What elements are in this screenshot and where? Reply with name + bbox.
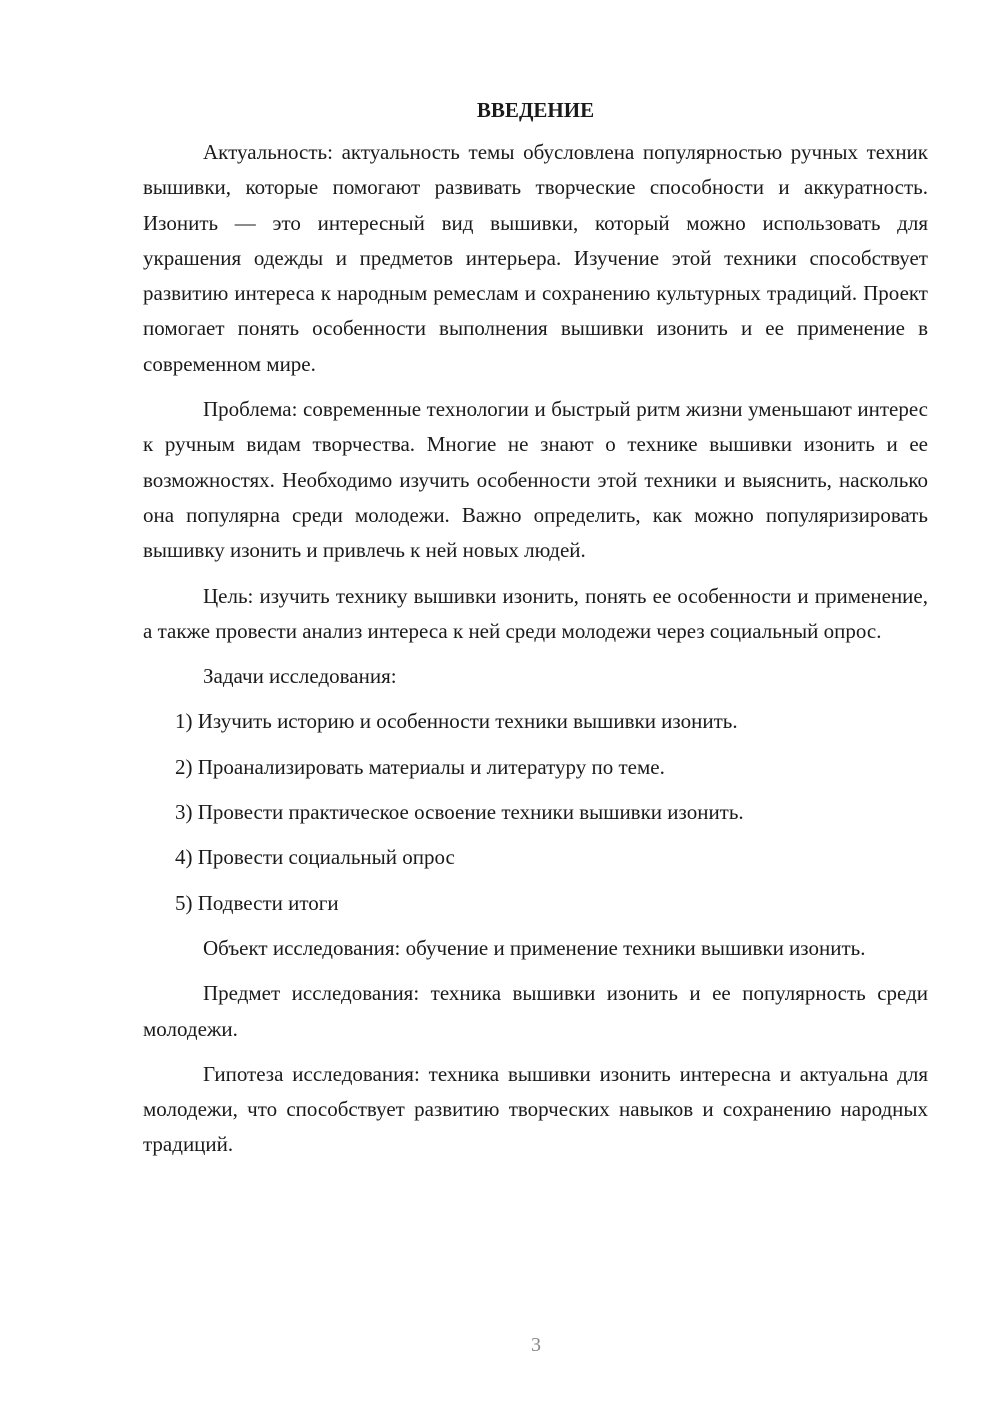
list-item: 1) Изучить историю и особенности техники вышивки изонить.	[175, 709, 738, 734]
list-item: 4) Провести социальный опрос	[175, 845, 455, 870]
document-page	[143, 96, 928, 1173]
list-item: 2) Проанализировать материалы и литературу по теме.	[175, 754, 665, 779]
section-heading: ВВЕДЕНИЕ	[476, 98, 595, 122]
goal-paragraph: Цель: изучить технику вышивки изонить, понять ее особенности и применение, а также провести анализ интереса к ней среди молодежи через социальный опрос.	[143, 583, 928, 643]
page-number: 3	[531, 1334, 541, 1356]
subject-paragraph: Предмет исследования: техника вышивки изонить и ее популярность среди молодежи.	[143, 981, 928, 1041]
list-item: 5) Подвести итоги	[175, 890, 339, 915]
tasks-list	[143, 704, 928, 920]
object-paragraph: Объект исследования: обучение и применение техники вышивки изонить.	[203, 935, 866, 960]
relevance-paragraph: Актуальность: актуальность темы обусловлена популярностью ручных техник вышивки, которые помогают развивать творческие способности и аккуратность. Изонить — это интересный вид вышивки, который можно использовать для украшения одежды и предметов интерьера. Изучение этой техники способствует развитию интереса к народным ремеслам и сохранению культурных традиций. Проект помогает понять особенности выполнения вышивки изонить и ее применение в современном мире.	[143, 140, 928, 376]
problem-paragraph: Проблема: современные технологии и быстрый ритм жизни уменьшают интерес к ручным видам творчества. Многие не знают о технике вышивки изонить и ее возможностях. Необходимо изучить особенности этой техники и выяснить, насколько она популярна среди молодежи. Важно определить, как можно популяризировать вышивку изонить и привлечь к ней новых людей.	[143, 397, 928, 563]
hypothesis-paragraph: Гипотеза исследования: техника вышивки изонить интересна и актуальна для молодежи, что способствует развитию творческих навыков и сохранению народных традиций.	[143, 1061, 928, 1157]
tasks-title: Задачи исследования:	[203, 664, 397, 689]
list-item: 3) Провести практическое освоение техники вышивки изонить.	[175, 800, 744, 825]
